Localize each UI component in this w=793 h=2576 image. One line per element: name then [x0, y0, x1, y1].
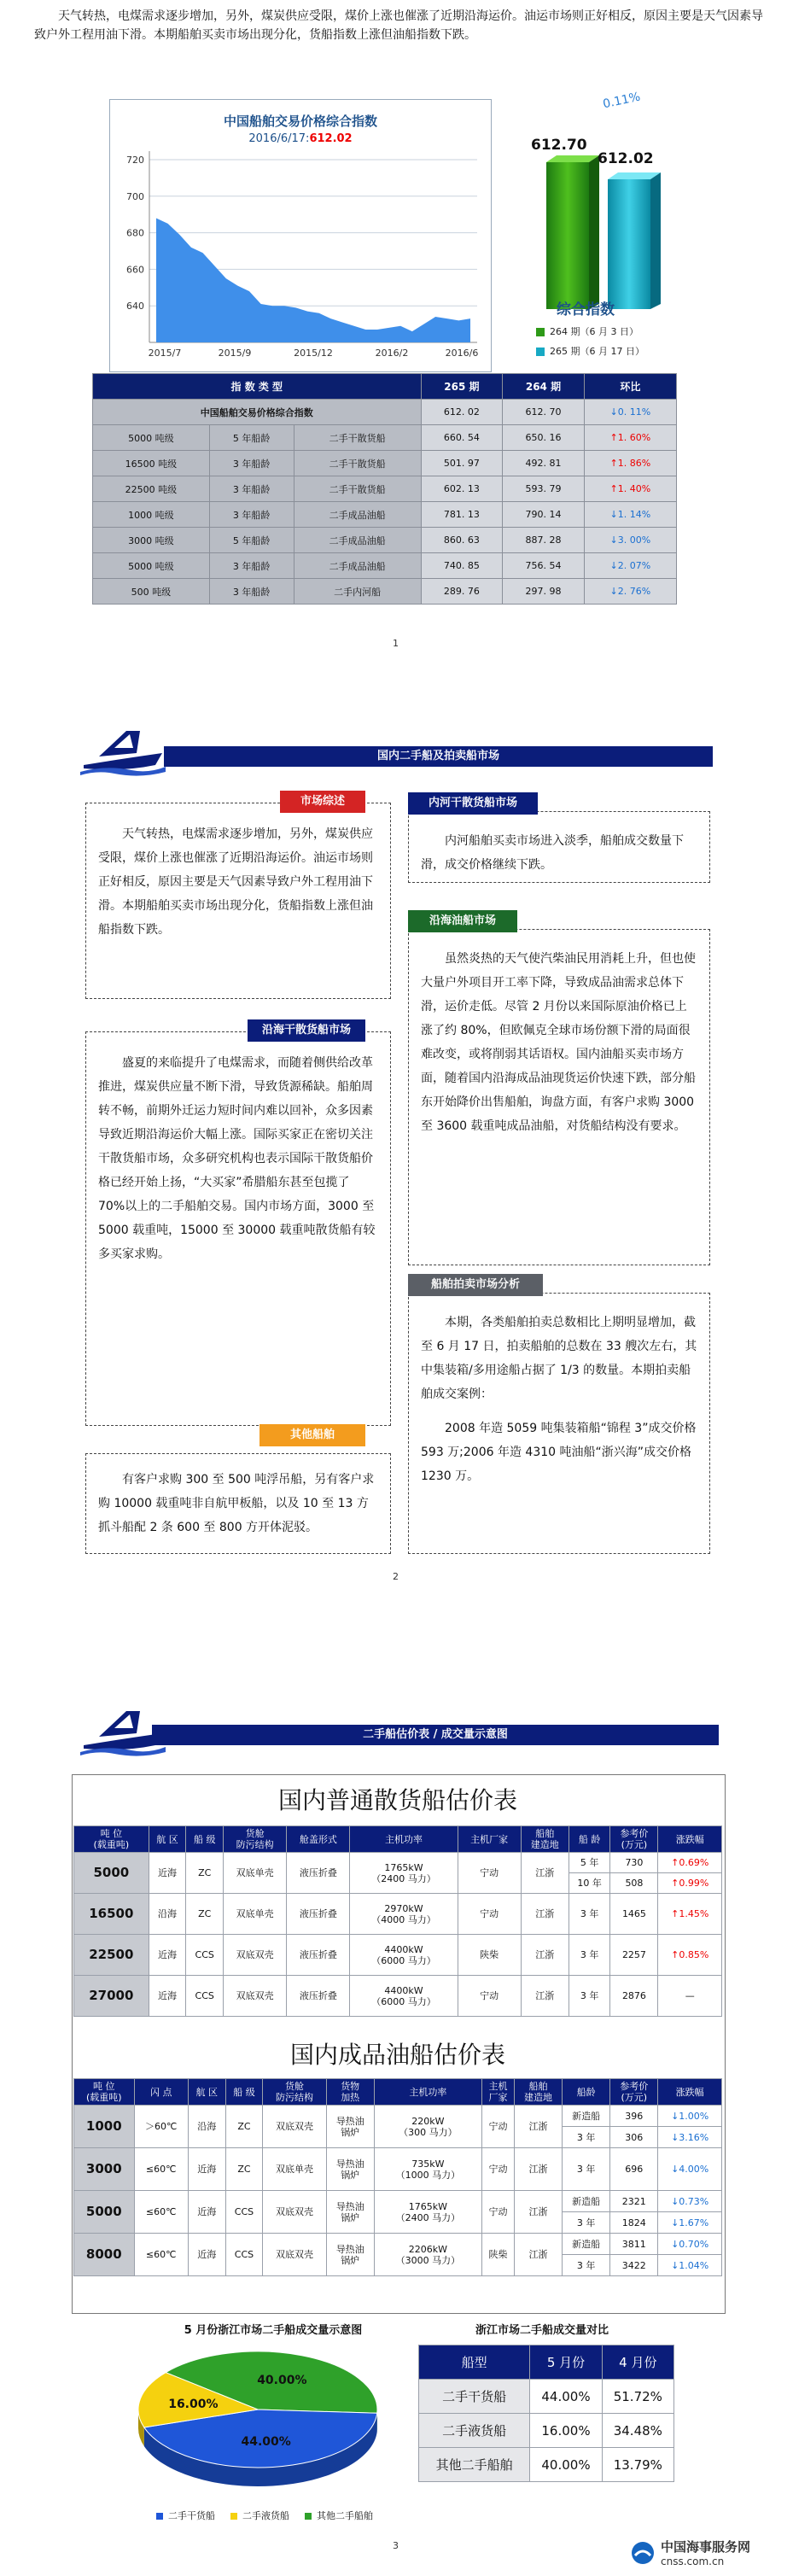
- x-tick-label: 2015/7: [148, 348, 182, 359]
- banner-valuation-title: 二手船估价表 / 成交量示意图: [363, 1728, 508, 1741]
- arrow-down-icon: ↓: [609, 560, 618, 571]
- arrow-up-icon: ↑: [609, 432, 618, 443]
- table-header-row: 吨 位 (载重吨) 闪 点 航 区 船 级 货舱 防污结构 货物 加热 主机功率 主机 厂家 船舶 建造地 船龄 参考价 (万元) 涨跌幅: [74, 2079, 722, 2106]
- table-row: 3 年 1824 ↓1.67%: [74, 2212, 722, 2234]
- price-index-row: 3000 吨级 5 年船龄 二手成品油船 860. 63 887. 28 ↓3. 00%: [93, 528, 677, 553]
- table-row: 8000 ≤60℃ 近海 CCS 双底双壳 导热油 锅炉 2206kW （3000 马力） 陕柴 江浙 新造船 3811 ↓0.70%: [74, 2234, 722, 2255]
- market-overview-box: [85, 803, 391, 999]
- th-264: 264 期: [503, 374, 585, 400]
- compare-title: 浙江市场二手船成交量对比: [475, 2324, 609, 2337]
- table-row: 10 年 508 ↑0.99%: [74, 1873, 722, 1894]
- market-overview-text: 天气转热，电煤需求逐步增加，另外，煤炭供应受限，煤价上涨也催涨了近期沿海运价。油运市场则正好相反，原因主要是天气因素导致户外工程用油下滑。本期船舶买卖市场出现分化，货船指数上涨但油船指数下跌。: [98, 827, 373, 937]
- chart-subtitle: 2016/6/17:612.02: [248, 132, 353, 145]
- cnss-logo-icon: [630, 2540, 656, 2566]
- price-index-row: 1000 吨级 3 年船龄 二手成品油船 781. 13 790. 14 ↓1. 14%: [93, 502, 677, 528]
- watermark-name: 中国海事服务网: [661, 2539, 751, 2555]
- legend-square-icon: [305, 2513, 312, 2520]
- y-tick-label: 640: [126, 301, 144, 313]
- composite-index-bars: [522, 96, 702, 318]
- price-index-row: 22500 吨级 3 年船龄 二手干散货船 602. 13 593. 79 ↑1. 40%: [93, 476, 677, 502]
- table-row: 3000 ≤60℃ 近海 ZC 双底单壳 导热油 锅炉 735kW （1000 马力） 宁动 江浙 3 年 696 ↓4.00%: [74, 2148, 722, 2191]
- tag-river-dry: 内河干散货船市场: [408, 792, 538, 815]
- legend-square-icon: [156, 2513, 163, 2520]
- banner-market-title: 国内二手船及拍卖船市场: [376, 750, 499, 762]
- auction-text-1: 本期，各类船舶拍卖总数相比上期明显增加，截至 6 月 17 日，拍卖船舶的总数在 33 艘次左右，其中集装箱/多用途船占据了 1/3 的数量。本期拍卖船舶成交案例：: [421, 1316, 697, 1401]
- arrow-up-icon: ↑: [609, 483, 618, 494]
- composite-index-title: 综合指数: [557, 301, 615, 318]
- compare-table: 船型 5 月份 4 月份 二手干货船 44.00% 51.72% 二手液货船 16.00% 34.48% 其他二手船舶 40.00% 13.79%: [418, 2345, 674, 2482]
- price-index-row: 5000 吨级 3 年船龄 二手成品油船 740. 85 756. 54 ↓2. 07%: [93, 553, 677, 579]
- table-row: 16500 沿海 ZC 双底单壳 液压折叠 2970kW （4000 马力） 宁动 江浙 3 年 1465 ↑1.45%: [74, 1894, 722, 1935]
- pie-slice-label: 40.00%: [257, 2374, 307, 2388]
- legend-264: 264 期（6 月 3 日）: [536, 324, 638, 338]
- pie-legend-item: 其他二手船舶: [305, 2509, 373, 2522]
- bar-264: [546, 162, 589, 309]
- watermark: [630, 2538, 750, 2567]
- tag-market-overview: 市场综述: [280, 791, 365, 813]
- page-number-2: 2: [393, 1571, 399, 1582]
- pie-legend-item: 二手液货船: [230, 2509, 289, 2522]
- pie-title: 5 月份浙江市场二手船成交量示意图: [184, 2324, 363, 2337]
- arrow-up-icon: ↑: [609, 458, 618, 469]
- table-row: 1000 ＞60℃ 沿海 ZC 双底双壳 导热油 锅炉 220kW （300 马力） 宁动 江浙 新造船 396 ↓1.00%: [74, 2106, 722, 2127]
- table-header-row: 吨 位 (载重吨) 航 区 船 级 货舱 防污结构 舱盖形式 主机功率 主机厂家 船舶 建造地 船 龄 参考价 (万元) 涨跌幅: [74, 1826, 722, 1853]
- legend-265: 265 期（6 月 17 日）: [536, 344, 644, 358]
- change-pct-label: 0.11%: [601, 90, 642, 112]
- coastal-dry-text: 盛夏的来临提升了电煤需求，而随着侧供给改革推进，煤炭供应量不断下滑，导致货源稀缺。船舶周转不畅，前期外迁运力短时间内难以回补，众多因素导致近期沿海运价大幅上涨。国际买家正在密切关注干散货船市场，众多研究机构也表示国际干散货船价格已经开始上扬，“大买家”希腊船东甚至包揽了 70%以上的二手船舶交易。国内市场方面，3000 至 5000 载重吨，15000 至 30000 载重吨散货船有较多买家求购。: [98, 1056, 376, 1261]
- pie-slice-label: 44.00%: [241, 2435, 291, 2450]
- y-tick-label: 700: [126, 190, 144, 202]
- value-265-label: 612.02: [598, 150, 654, 167]
- chart-title: 中国船舶交易价格综合指数: [223, 114, 377, 129]
- th-type: 指 数 类 型: [93, 374, 422, 400]
- arrow-down-icon: ↓: [609, 586, 618, 597]
- th-265: 265 期: [421, 374, 503, 400]
- price-index-row: 5000 吨级 5 年船龄 二手干散货船 660. 54 650. 16 ↑1. 60%: [93, 425, 677, 451]
- other-ships-text: 有客户求购 300 至 500 吨浮吊船，另有客户求购 10000 载重吨非自航甲板船，以及 10 至 13 方抓斗船配 2 条 600 至 800 方开体泥驳。: [98, 1473, 375, 1534]
- value-264-label: 612.70: [531, 137, 587, 154]
- price-index-row: 500 吨级 3 年船龄 二手内河船 289. 76 297. 98 ↓2. 76%: [93, 579, 677, 605]
- tag-coastal-oil: 沿海油船市场: [408, 910, 517, 932]
- oil-table-title: 国内成品油船估价表: [289, 2041, 505, 2069]
- price-index-table: [92, 373, 677, 605]
- river-dry-text: 内河船舶买卖市场进入淡季，船舶成交数量下滑，成交价格继续下跌。: [421, 834, 684, 872]
- banner-market: [164, 746, 713, 767]
- auction-text-2: 2008 年造 5059 吨集装箱船“锦程 3”成交价格 593 万;2006 年造 4310 吨油船“浙兴海”成交价格 1230 万。: [421, 1422, 697, 1483]
- river-dry-box: [408, 811, 710, 883]
- bar-265: [608, 179, 650, 309]
- table-row: 5000 近海 ZC 双底单壳 液压折叠 1765kW （2400 马力） 宁动 江浙 5 年 730 ↑0.69%: [74, 1853, 722, 1873]
- pie-legend: [120, 2509, 410, 2522]
- pie-chart-svg: [121, 2341, 394, 2503]
- legend-square-icon: [230, 2513, 237, 2520]
- pie-legend-item: 二手干货船: [156, 2509, 215, 2522]
- cyan-square-icon: [536, 348, 545, 356]
- banner-valuation: [152, 1725, 719, 1745]
- arrow-down-icon: ↓: [609, 509, 618, 520]
- tag-coastal-dry: 沿海干散货船市场: [248, 1019, 365, 1042]
- tag-auction: 船舶拍卖市场分析: [408, 1274, 543, 1296]
- x-tick-label: 2015/9: [218, 348, 252, 359]
- area-series: [156, 218, 470, 342]
- coastal-dry-box: [85, 1031, 391, 1426]
- bulk-table-title: 国内普通散货船估价表: [277, 1786, 517, 1814]
- coastal-oil-box: [408, 929, 710, 1265]
- x-tick-label: 2016/6: [445, 348, 479, 359]
- compare-row: 二手干货船 44.00% 51.72%: [419, 2380, 674, 2414]
- oil-valuation-table: [73, 2078, 722, 2276]
- index-line-chart: [109, 99, 492, 372]
- arrow-down-icon: ↓: [609, 406, 618, 418]
- table-row: 22500 近海 CCS 双底双壳 液压折叠 4400kW （6000 马力） 陕柴 江浙 3 年 2257 ↑0.85%: [74, 1935, 722, 1976]
- x-tick-label: 2015/12: [294, 348, 333, 359]
- page-number-3: 3: [393, 2540, 399, 2551]
- green-square-icon: [536, 328, 545, 336]
- pie-slice-label: 16.00%: [168, 2397, 219, 2411]
- table-row: 27000 近海 CCS 双底双壳 液压折叠 4400kW （6000 马力） 宁动 江浙 3 年 2876 —: [74, 1976, 722, 2017]
- th-change: 环比: [584, 374, 676, 400]
- other-ships-box: [85, 1453, 391, 1554]
- x-tick-label: 2016/2: [375, 348, 409, 359]
- arrow-down-icon: ↓: [609, 534, 618, 546]
- bulk-valuation-table: [73, 1825, 722, 2017]
- auction-box: [408, 1293, 710, 1554]
- table-row: 5000 ≤60℃ 近海 CCS 双底双壳 导热油 锅炉 1765kW （2400 马力） 宁动 江浙 新造船 2321 ↓0.73%: [74, 2191, 722, 2212]
- price-index-row: 中国船舶交易价格综合指数 612. 02 612. 70 ↓0. 11%: [93, 400, 677, 425]
- price-index-row: 16500 吨级 3 年船龄 二手干散货船 501. 97 492. 81 ↑1. 86%: [93, 451, 677, 476]
- compare-row: 其他二手船舶 40.00% 13.79%: [419, 2448, 674, 2482]
- ship-logo-icon: [80, 722, 166, 777]
- y-tick-label: 660: [126, 264, 144, 276]
- watermark-url: cnss.com.cn: [661, 2556, 725, 2567]
- page-number-1: 1: [393, 638, 399, 649]
- area-chart-svg: [110, 100, 491, 371]
- table-row: 3 年 3422 ↓1.04%: [74, 2255, 722, 2276]
- y-tick-label: 680: [126, 227, 144, 239]
- tag-other-ships: 其他船舶: [259, 1424, 365, 1446]
- y-tick-label: 720: [126, 155, 144, 166]
- coastal-oil-text: 虽然炎热的天气使汽柴油民用消耗上升，但也使大量户外项目开工率下降，导致成品油需求总体下滑，运价走低。尽管 2 月份以来国际原油价格已上涨了约 80%，但欧佩克全球市场份额下滑的局面很难改变，或将削弱其话语权。国内油船买卖市场方面，随着国内沿海成品油现货运价快速下跌，部分船东开始降价出售船舶，询盘方面，有客户求购 3000 至 3600 载重吨成品油船，对货船结构没有要求。: [421, 952, 696, 1133]
- compare-row: 二手液货船 16.00% 34.48%: [419, 2414, 674, 2448]
- intro-paragraph: 天气转热，电煤需求逐步增加，另外，煤炭供应受限，煤价上涨也催涨了近期沿海运价。油运市场则正好相反，原因主要是天气因素导致户外工程用油下滑。本期船舶买卖市场出现分化，货船指数上涨但油船指数下跌。: [34, 9, 763, 42]
- table-row: 3 年 306 ↓3.16%: [74, 2127, 722, 2148]
